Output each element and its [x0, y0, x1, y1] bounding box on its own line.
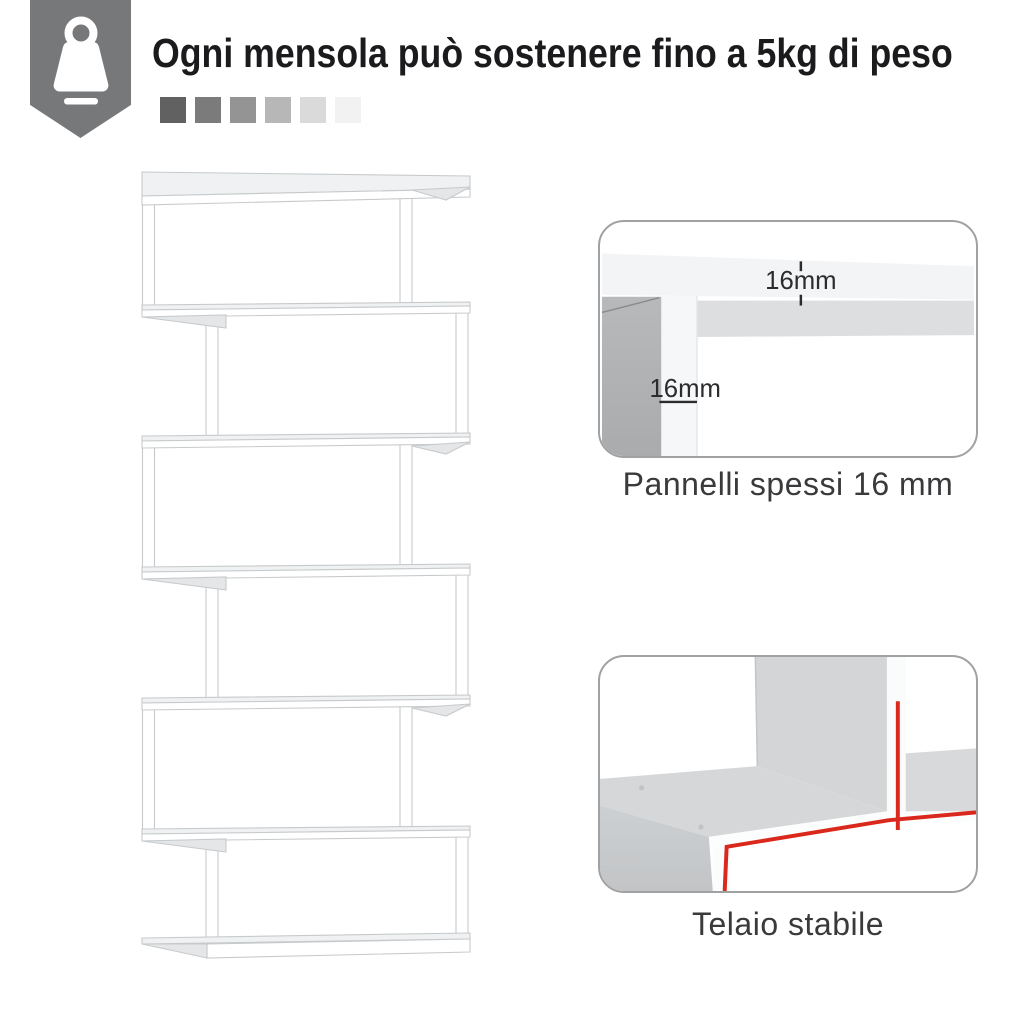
- panel-thickness-detail: [600, 222, 976, 456]
- callout-panel-thickness: [598, 220, 978, 458]
- callout-frame-caption: Telaio stabile: [692, 906, 884, 942]
- right-shelf-surface: [906, 748, 976, 811]
- frame-detail: [600, 657, 976, 891]
- shelf-boards: [142, 172, 470, 958]
- callout-panel-caption: Pannelli spessi 16 mm: [622, 466, 954, 502]
- page-title: Ogni mensola può sostenere fino a 5kg di peso: [152, 30, 953, 76]
- callout-frame: [598, 655, 978, 893]
- panel-front-edge: [696, 301, 974, 337]
- dimension-label-top: 16mm: [765, 266, 837, 295]
- dimension-label-side: 16mm: [649, 375, 721, 403]
